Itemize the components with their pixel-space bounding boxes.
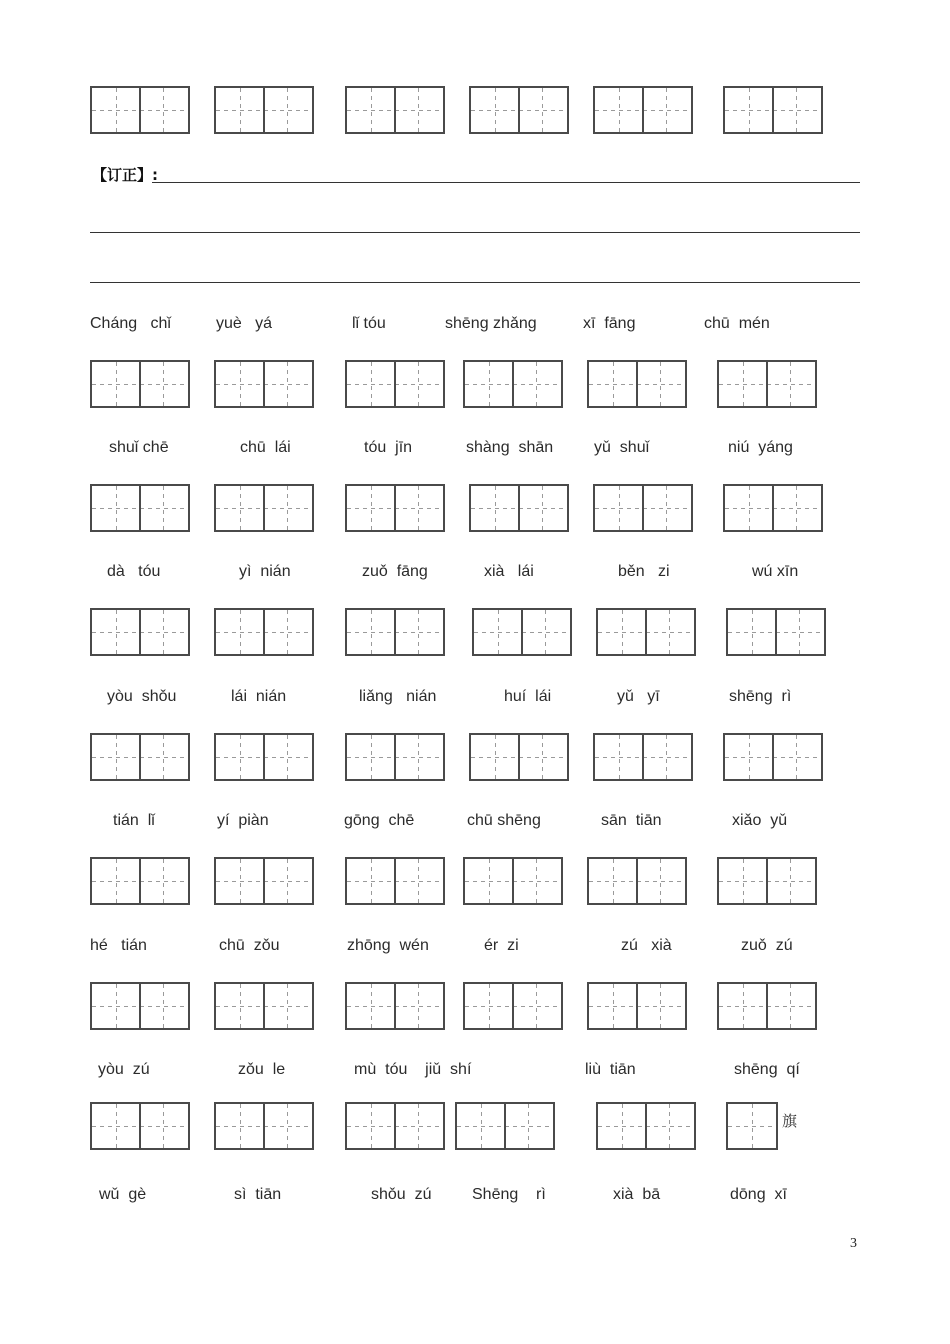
pinyin-label: mù tóu jiǔ shí xyxy=(354,1061,472,1078)
pinyin-label: wǔ gè xyxy=(99,1186,147,1203)
pinyin-label: niú yáng xyxy=(728,439,793,456)
writing-box[interactable] xyxy=(455,1102,555,1150)
pinyin-label: dà tóu xyxy=(107,563,161,580)
pinyin-label: shuǐ chē xyxy=(109,439,169,456)
writing-box[interactable] xyxy=(345,1102,445,1150)
writing-box[interactable] xyxy=(469,86,569,134)
writing-box[interactable] xyxy=(214,1102,314,1150)
pinyin-label: yǔ yī xyxy=(617,688,660,705)
writing-box[interactable] xyxy=(345,733,445,781)
writing-box[interactable] xyxy=(469,484,569,532)
writing-box[interactable] xyxy=(717,982,817,1030)
pinyin-label: sì tiān xyxy=(234,1186,282,1203)
pinyin-label: shēng rì xyxy=(729,688,792,705)
pinyin-label: chū zǒu xyxy=(219,937,280,954)
pinyin-label: chū mén xyxy=(704,315,770,332)
writing-box[interactable] xyxy=(723,733,823,781)
writing-box[interactable] xyxy=(723,484,823,532)
writing-box[interactable] xyxy=(596,1102,696,1150)
writing-box[interactable] xyxy=(214,982,314,1030)
pinyin-label: yuè yá xyxy=(216,315,273,332)
pinyin-label: yí piàn xyxy=(217,812,269,829)
pinyin-label: chū shēng xyxy=(467,812,541,829)
writing-box[interactable] xyxy=(345,484,445,532)
writing-box[interactable] xyxy=(345,982,445,1030)
writing-box[interactable] xyxy=(587,857,687,905)
writing-box[interactable] xyxy=(587,360,687,408)
writing-box[interactable] xyxy=(472,608,572,656)
pinyin-label: běn zi xyxy=(618,563,670,580)
pinyin-label: xī fāng xyxy=(583,315,636,332)
writing-box[interactable] xyxy=(345,857,445,905)
writing-box[interactable] xyxy=(469,733,569,781)
writing-box[interactable] xyxy=(214,733,314,781)
writing-box[interactable] xyxy=(717,360,817,408)
pinyin-label: shàng shān xyxy=(466,439,554,456)
pinyin-label: zuǒ zú xyxy=(741,937,793,954)
pinyin-label: zǒu le xyxy=(238,1061,286,1078)
pinyin-label: liù tiān xyxy=(585,1061,636,1078)
writing-box[interactable] xyxy=(345,608,445,656)
pinyin-label: ér zi xyxy=(484,937,519,954)
correction-label: 【订正】: xyxy=(92,166,158,184)
writing-box[interactable] xyxy=(587,982,687,1030)
pinyin-label: lái nián xyxy=(231,688,287,705)
pinyin-label: wú xīn xyxy=(752,563,799,580)
pinyin-label: shǒu zú xyxy=(371,1186,432,1203)
writing-box[interactable] xyxy=(593,733,693,781)
pinyin-label: chū lái xyxy=(240,439,291,456)
pinyin-label: tián lǐ xyxy=(113,812,155,829)
writing-box[interactable] xyxy=(214,857,314,905)
writing-box[interactable] xyxy=(717,857,817,905)
pinyin-label: yòu shǒu xyxy=(107,688,177,705)
writing-box[interactable] xyxy=(345,360,445,408)
pinyin-label: tóu jīn xyxy=(364,439,413,456)
pinyin-label: huí lái xyxy=(504,688,552,705)
writing-box[interactable] xyxy=(463,857,563,905)
pinyin-label: shēng zhǎng xyxy=(445,315,537,332)
writing-box[interactable] xyxy=(463,982,563,1030)
writing-box[interactable] xyxy=(593,86,693,134)
pinyin-label: zuǒ fāng xyxy=(362,563,428,580)
writing-box[interactable] xyxy=(90,86,190,134)
writing-box[interactable] xyxy=(593,484,693,532)
writing-box[interactable] xyxy=(463,360,563,408)
pinyin-label: shēng qí xyxy=(734,1061,800,1078)
pinyin-label: yòu zú xyxy=(98,1061,150,1078)
correction-line[interactable] xyxy=(90,232,860,233)
writing-box[interactable] xyxy=(90,982,190,1030)
pinyin-label: zú xià xyxy=(621,937,672,954)
pinyin-label: liǎng nián xyxy=(359,688,437,705)
writing-box[interactable] xyxy=(214,608,314,656)
page-number: 3 xyxy=(850,1236,857,1251)
writing-box[interactable] xyxy=(214,86,314,134)
pinyin-label: sān tiān xyxy=(601,812,662,829)
pinyin-label: zhōng wén xyxy=(347,937,429,954)
writing-box[interactable] xyxy=(90,360,190,408)
writing-box[interactable] xyxy=(596,608,696,656)
pinyin-label: xià bā xyxy=(613,1186,661,1203)
pinyin-label: Shēng rì xyxy=(472,1186,546,1203)
pinyin-label: yì nián xyxy=(239,563,291,580)
pinyin-label: xià lái xyxy=(484,563,534,580)
pinyin-label: dōng xī xyxy=(730,1186,787,1203)
writing-box[interactable] xyxy=(726,608,826,656)
pinyin-label: Cháng chǐ xyxy=(90,315,171,332)
writing-box[interactable] xyxy=(723,86,823,134)
pinyin-label: xiǎo yǔ xyxy=(732,812,788,829)
writing-box[interactable] xyxy=(90,608,190,656)
writing-box[interactable] xyxy=(726,1102,778,1150)
pinyin-label: gōng chē xyxy=(344,812,415,829)
correction-line[interactable] xyxy=(152,182,860,183)
printed-character: 旗 xyxy=(782,1112,798,1130)
pinyin-label: yǔ shuǐ xyxy=(594,439,650,456)
pinyin-label: lǐ tóu xyxy=(352,315,386,332)
writing-box[interactable] xyxy=(90,484,190,532)
writing-box[interactable] xyxy=(90,857,190,905)
correction-line[interactable] xyxy=(90,282,860,283)
writing-box[interactable] xyxy=(214,484,314,532)
writing-box[interactable] xyxy=(345,86,445,134)
writing-box[interactable] xyxy=(214,360,314,408)
writing-box[interactable] xyxy=(90,733,190,781)
pinyin-label: hé tián xyxy=(90,937,147,954)
writing-box[interactable] xyxy=(90,1102,190,1150)
